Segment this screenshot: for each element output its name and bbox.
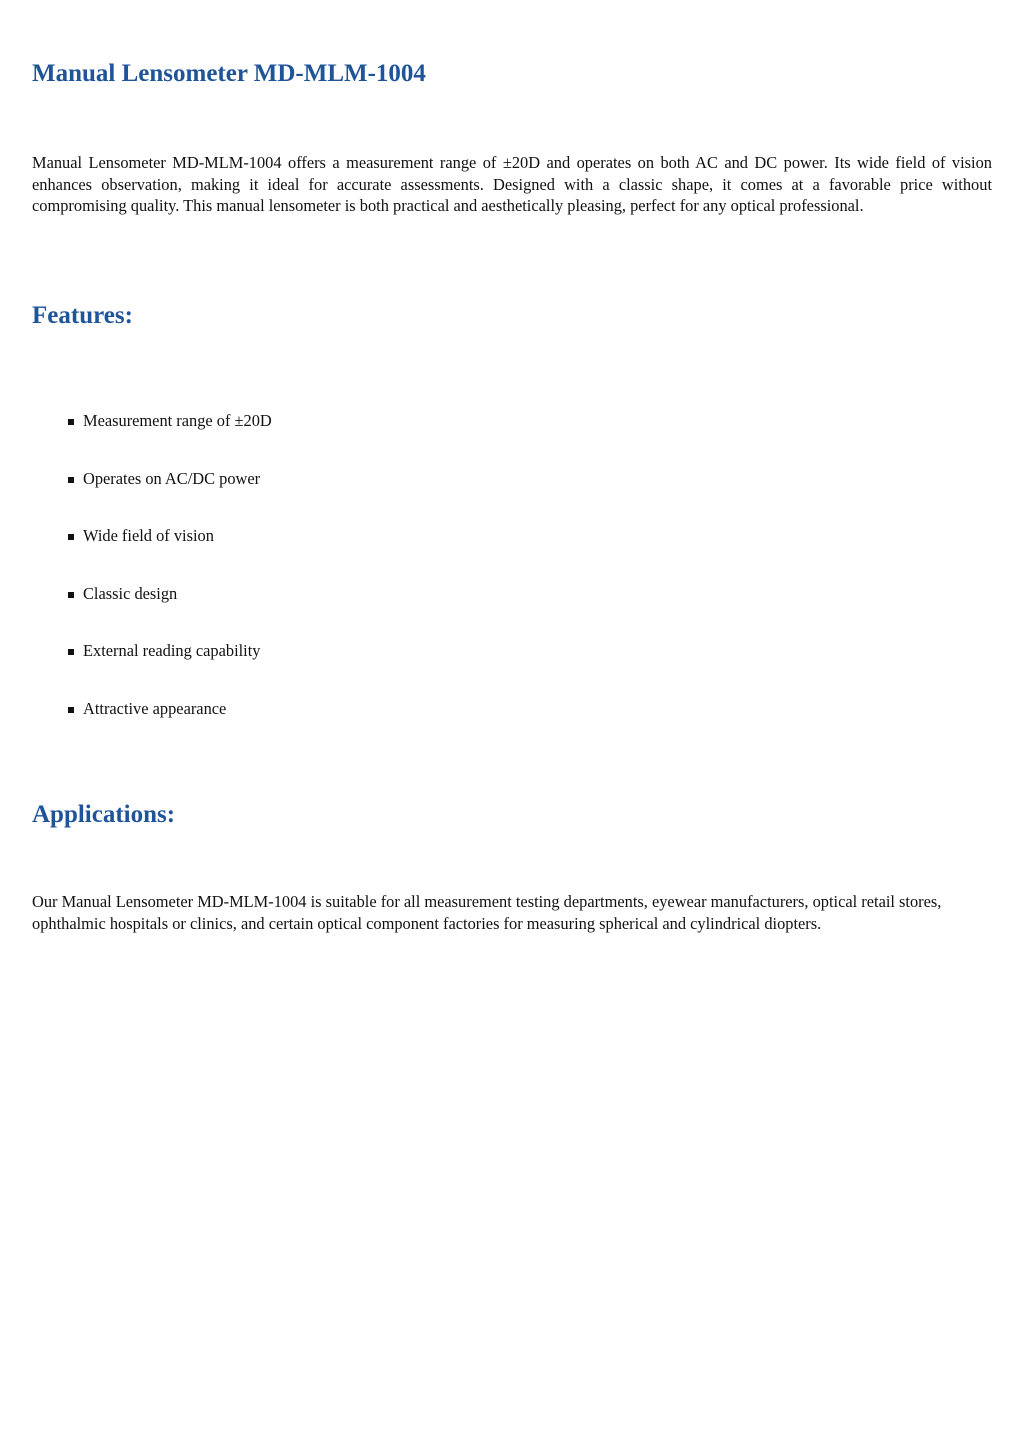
- square-bullet-icon: [68, 707, 74, 713]
- square-bullet-icon: [68, 477, 74, 483]
- document-title: Manual Lensometer MD-MLM-1004: [32, 60, 426, 87]
- features-heading: Features:: [32, 302, 133, 329]
- square-bullet-icon: [68, 534, 74, 540]
- feature-item: [68, 410, 272, 432]
- feature-label: External reading capability: [83, 641, 261, 660]
- feature-item: [68, 640, 272, 662]
- feature-item: [68, 698, 272, 720]
- applications-heading: Applications:: [32, 801, 176, 828]
- feature-label: Attractive appearance: [83, 698, 227, 718]
- feature-item: [68, 468, 272, 490]
- intro-paragraph: Manual Lensometer MD-MLM-1004 offers a measurement range of ±20D and operates on both AC and DC power. Its wide field of vision enhances observation, making it ideal for accurate assessments. Designed with a classic shape, it comes at a favorable price without compromising quality. This manual lensometer is both practical and aesthetically pleasing, perfect for any optical professional.: [32, 153, 992, 215]
- feature-label: Operates on AC/DC power: [83, 468, 261, 488]
- feature-label: Classic design: [83, 583, 178, 603]
- feature-item: [68, 525, 272, 547]
- feature-item: [68, 583, 272, 605]
- square-bullet-icon: [68, 592, 74, 598]
- square-bullet-icon: [68, 419, 74, 425]
- feature-label: Measurement range of ±20D: [83, 411, 272, 430]
- applications-paragraph: Our Manual Lensometer MD-MLM-1004 is suitable for all measurement testing departments, eyewear manufacturers, optical retail stores, ophthalmic hospitals or clinics, and certain optical component factories for measuring spherical and cylindrical diopters.: [32, 892, 942, 933]
- square-bullet-icon: [68, 649, 74, 655]
- feature-label: Wide field of vision: [83, 526, 214, 545]
- features-list: [68, 410, 272, 755]
